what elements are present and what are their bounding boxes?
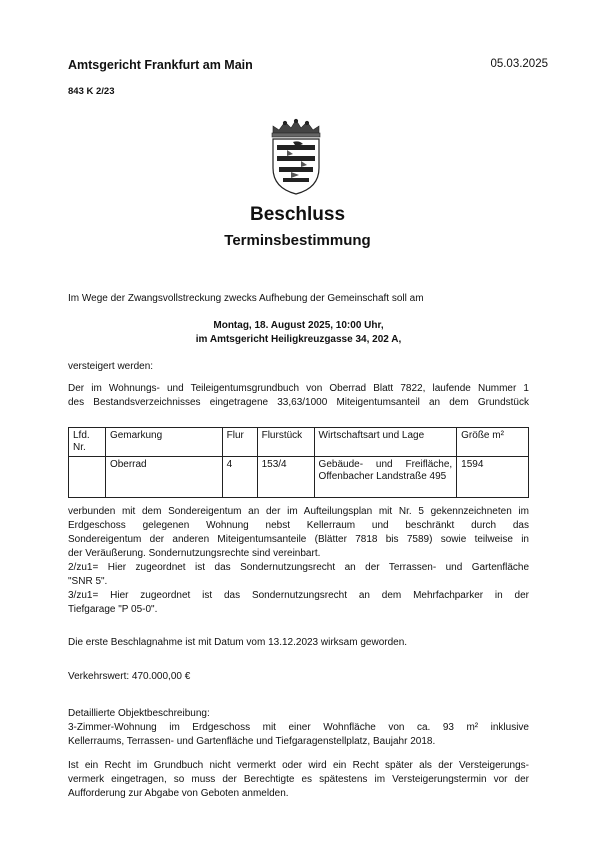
hessen-coat-of-arms-icon bbox=[265, 118, 327, 196]
auction-text: versteigert werden: bbox=[68, 361, 154, 372]
table-cell: 153/4 bbox=[257, 457, 314, 498]
seizure-text: Die erste Beschlagnahme ist mit Datum vom 13.12.2023 wirksam geworden. bbox=[68, 637, 408, 648]
object-description-line-2: Kellerraums, Terrassen- und Gartenfläche und Tiefgaragenstellplatz, Baujahr 2018. bbox=[68, 736, 436, 747]
intro-text: Im Wege der Zwangsvollstreckung zwecks Aufhebung der Gemeinschaft soll am bbox=[68, 293, 424, 304]
property-intro-line-1: Der im Wohnungs- und Teileigentumsgrundbuch von Oberrad Blatt 7822, laufende Nummer 1 bbox=[68, 383, 529, 394]
document-title: Beschluss bbox=[249, 204, 346, 225]
column-header: Flur bbox=[222, 428, 257, 457]
column-header: Größe m² bbox=[457, 428, 529, 457]
appointment-location: im Amtsgericht Heiligkreuzgasse 34, 202 A, bbox=[195, 334, 402, 345]
object-description-line-1: 3-Zimmer-Wohnung im Erdgeschoss mit einer Wohnfläche von ca. 93 m² inklusive bbox=[68, 722, 529, 733]
case-number: 843 K 2/23 bbox=[68, 86, 115, 97]
appointment-date: Montag, 18. August 2025, 10:00 Uhr, bbox=[213, 320, 384, 331]
description-line-7: 3/zu1= Hier zugeordnet ist das Sondernutzungsrecht an dem Mehrfachparker in der bbox=[68, 590, 529, 601]
column-header: Lfd. Nr. bbox=[69, 428, 106, 457]
rights-notice-line-1: Ist ein Recht im Grundbuch nicht vermerkt oder wird ein Recht später als der Versteigerungs- bbox=[68, 760, 529, 771]
table-cell: Gebäude- und Freifläche, Offenbacher Landstraße 495 bbox=[314, 457, 457, 498]
rights-notice-line-3: Aufforderung zur Abgabe von Geboten anmelden. bbox=[68, 788, 289, 799]
table-row bbox=[69, 457, 529, 498]
parcel-table bbox=[68, 427, 529, 498]
table-cell: 1594 bbox=[457, 457, 529, 498]
description-line-5: 2/zu1= Hier zugeordnet ist das Sondernutzungsrecht an der Terrassen- und Gartenfläche bbox=[68, 562, 529, 573]
table-cell: Oberrad bbox=[105, 457, 222, 498]
table-header-row bbox=[69, 428, 529, 457]
description-line-1: verbunden mit dem Sondereigentum an der im Aufteilungsplan mit Nr. 5 gekennzeichneten im bbox=[68, 506, 529, 517]
document-date: 05.03.2025 bbox=[490, 58, 548, 70]
court-name: Amtsgericht Frankfurt am Main bbox=[68, 58, 253, 72]
table-cell: 4 bbox=[222, 457, 257, 498]
description-line-6: "SNR 5". bbox=[68, 576, 108, 587]
description-line-3: Sondereigentum der anderen Miteigentumsanteile (Blätter 7818 bis 7589) sowie teilweise in bbox=[68, 534, 529, 545]
market-value: Verkehrswert: 470.000,00 € bbox=[68, 671, 191, 682]
column-header: Gemarkung bbox=[105, 428, 222, 457]
rights-notice-line-2: vermerk eingetragen, so muss der Berechtigte es spätestens im Versteigerungstermin vor der bbox=[68, 774, 529, 785]
property-intro-line-2: des Bestandsverzeichnisses eingetragene 33,63/1000 Miteigentumsanteil an dem Grundstück bbox=[68, 397, 529, 408]
column-header: Wirtschaftsart und Lage bbox=[314, 428, 457, 457]
column-header: Flurstück bbox=[257, 428, 314, 457]
description-line-2: Erdgeschoss gelegenen Wohnung nebst Kellerraum und beschränkt durch das bbox=[68, 520, 529, 531]
description-line-4: der Veräußerung. Sondernutzungsrechte sind vereinbart. bbox=[68, 548, 321, 559]
description-line-8: Tiefgarage "P 05-0". bbox=[68, 604, 158, 615]
object-description-heading: Detaillierte Objektbeschreibung: bbox=[68, 708, 210, 719]
crown-icon bbox=[272, 119, 320, 137]
table-cell bbox=[69, 457, 106, 498]
document-subtitle: Terminsbestimmung bbox=[224, 232, 371, 249]
